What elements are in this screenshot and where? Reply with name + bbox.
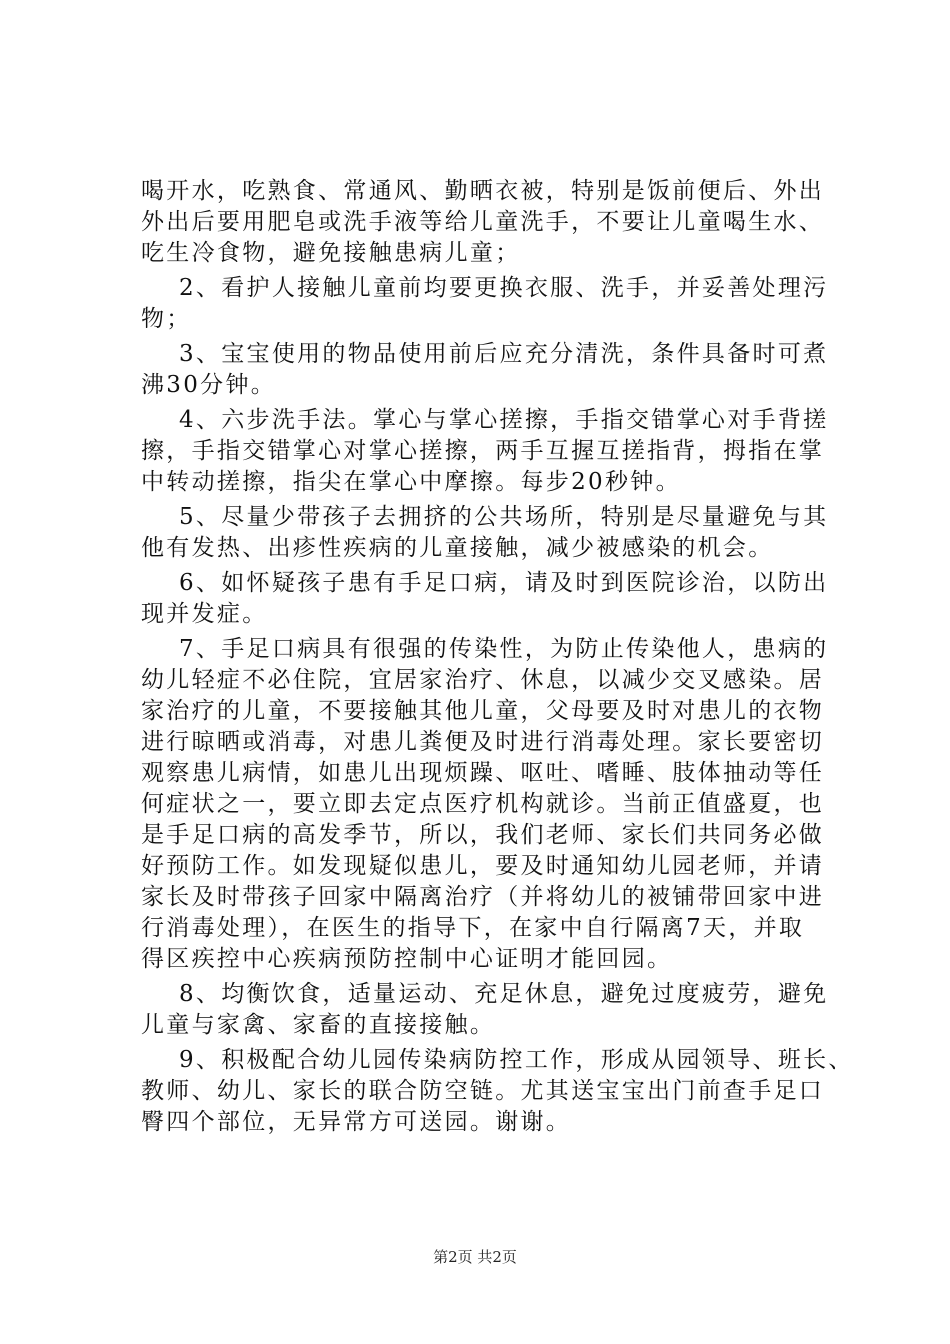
text-line: 是手足口病的高发季节，所以，我们老师、家长们共同务必做 bbox=[141, 822, 825, 848]
text-line: 得区疾控中心疾病预防控制中心证明才能回园。 bbox=[141, 946, 673, 972]
page-number: 第2页 共2页 bbox=[433, 1248, 517, 1266]
text-line: 家治疗的儿童，不要接触其他儿童，父母要及时对患儿的衣物 bbox=[141, 698, 825, 724]
document-body bbox=[141, 176, 854, 1142]
page-footer bbox=[0, 1246, 950, 1267]
text-line: 4、六步洗手法。掌心与掌心搓擦，手指交错掌心对手背搓 bbox=[179, 407, 829, 433]
text-line: 他有发热、出疹性疾病的儿童接触，减少被感染的机会。 bbox=[141, 535, 774, 561]
paragraph-7 bbox=[141, 634, 841, 975]
paragraph-6 bbox=[141, 568, 841, 630]
text-line: 观察患儿病情，如患儿出现烦躁、呕吐、嗜睡、肢体抽动等任 bbox=[141, 760, 825, 786]
text-line: 2、看护人接触儿童前均要更换衣服、洗手，并妥善处理污 bbox=[179, 275, 829, 301]
text-line: 臀四个部位，无异常方可送园。谢谢。 bbox=[141, 1109, 572, 1135]
paragraph-9 bbox=[141, 1045, 854, 1138]
text-line: 沸30分钟。 bbox=[141, 372, 277, 398]
text-line: 中转动搓擦，指尖在掌心中摩擦。每步20秒钟。 bbox=[141, 469, 681, 495]
text-line: 7、手足口病具有很强的传染性，为防止传染他人，患病的 bbox=[179, 636, 829, 662]
paragraph-1 bbox=[141, 176, 841, 269]
paragraph-2 bbox=[141, 273, 841, 335]
text-line: 好预防工作。如发现疑似患儿，要及时通知幼儿园老师，并请 bbox=[141, 853, 825, 879]
text-line: 6、如怀疑孩子患有手足口病，请及时到医院诊治，以防出 bbox=[179, 570, 829, 596]
text-line: 9、积极配合幼儿园传染病防控工作，形成从园领导、班长、 bbox=[179, 1047, 854, 1073]
text-line: 喝开水，吃熟食、常通风、勤晒衣被，特别是饭前便后、外出 bbox=[141, 178, 825, 204]
text-line: 5、尽量少带孩子去拥挤的公共场所，特别是尽量避免与其 bbox=[179, 504, 829, 530]
text-line: 幼儿轻症不必住院，宜居家治疗、休息，以减少交叉感染。居 bbox=[141, 667, 825, 693]
text-line: 家长及时带孩子回家中隔离治疗（并将幼儿的被铺带回家中进 bbox=[141, 884, 825, 910]
paragraph-5 bbox=[141, 502, 841, 564]
paragraph-8 bbox=[141, 979, 841, 1041]
text-line: 8、均衡饮食，适量运动、充足休息，避免过度疲劳，避免 bbox=[179, 981, 829, 1007]
text-line: 吃生冷食物，避免接触患病儿童； bbox=[141, 240, 521, 266]
text-line: 教师、幼儿、家长的联合防空链。尤其送宝宝出门前查手足口 bbox=[141, 1078, 825, 1104]
text-line: 儿童与家禽、家畜的直接接触。 bbox=[141, 1012, 496, 1038]
paragraph-4 bbox=[141, 405, 841, 498]
text-line: 行消毒处理），在医生的指导下，在家中自行隔离7天，并取 bbox=[141, 915, 805, 941]
text-line: 物； bbox=[141, 306, 192, 332]
text-line: 现并发症。 bbox=[141, 601, 268, 627]
text-line: 进行晾晒或消毒，对患儿粪便及时进行消毒处理。家长要密切 bbox=[141, 729, 825, 755]
paragraph-3 bbox=[141, 339, 841, 401]
text-line: 外出后要用肥皂或洗手液等给儿童洗手，不要让儿童喝生水、 bbox=[141, 209, 825, 235]
text-line: 3、宝宝使用的物品使用前后应充分清洗，条件具备时可煮 bbox=[179, 341, 829, 367]
text-line: 何症状之一，要立即去定点医疗机构就诊。当前正值盛夏，也 bbox=[141, 791, 825, 817]
text-line: 擦，手指交错掌心对掌心搓擦，两手互握互搓指背，拇指在掌 bbox=[141, 438, 825, 464]
